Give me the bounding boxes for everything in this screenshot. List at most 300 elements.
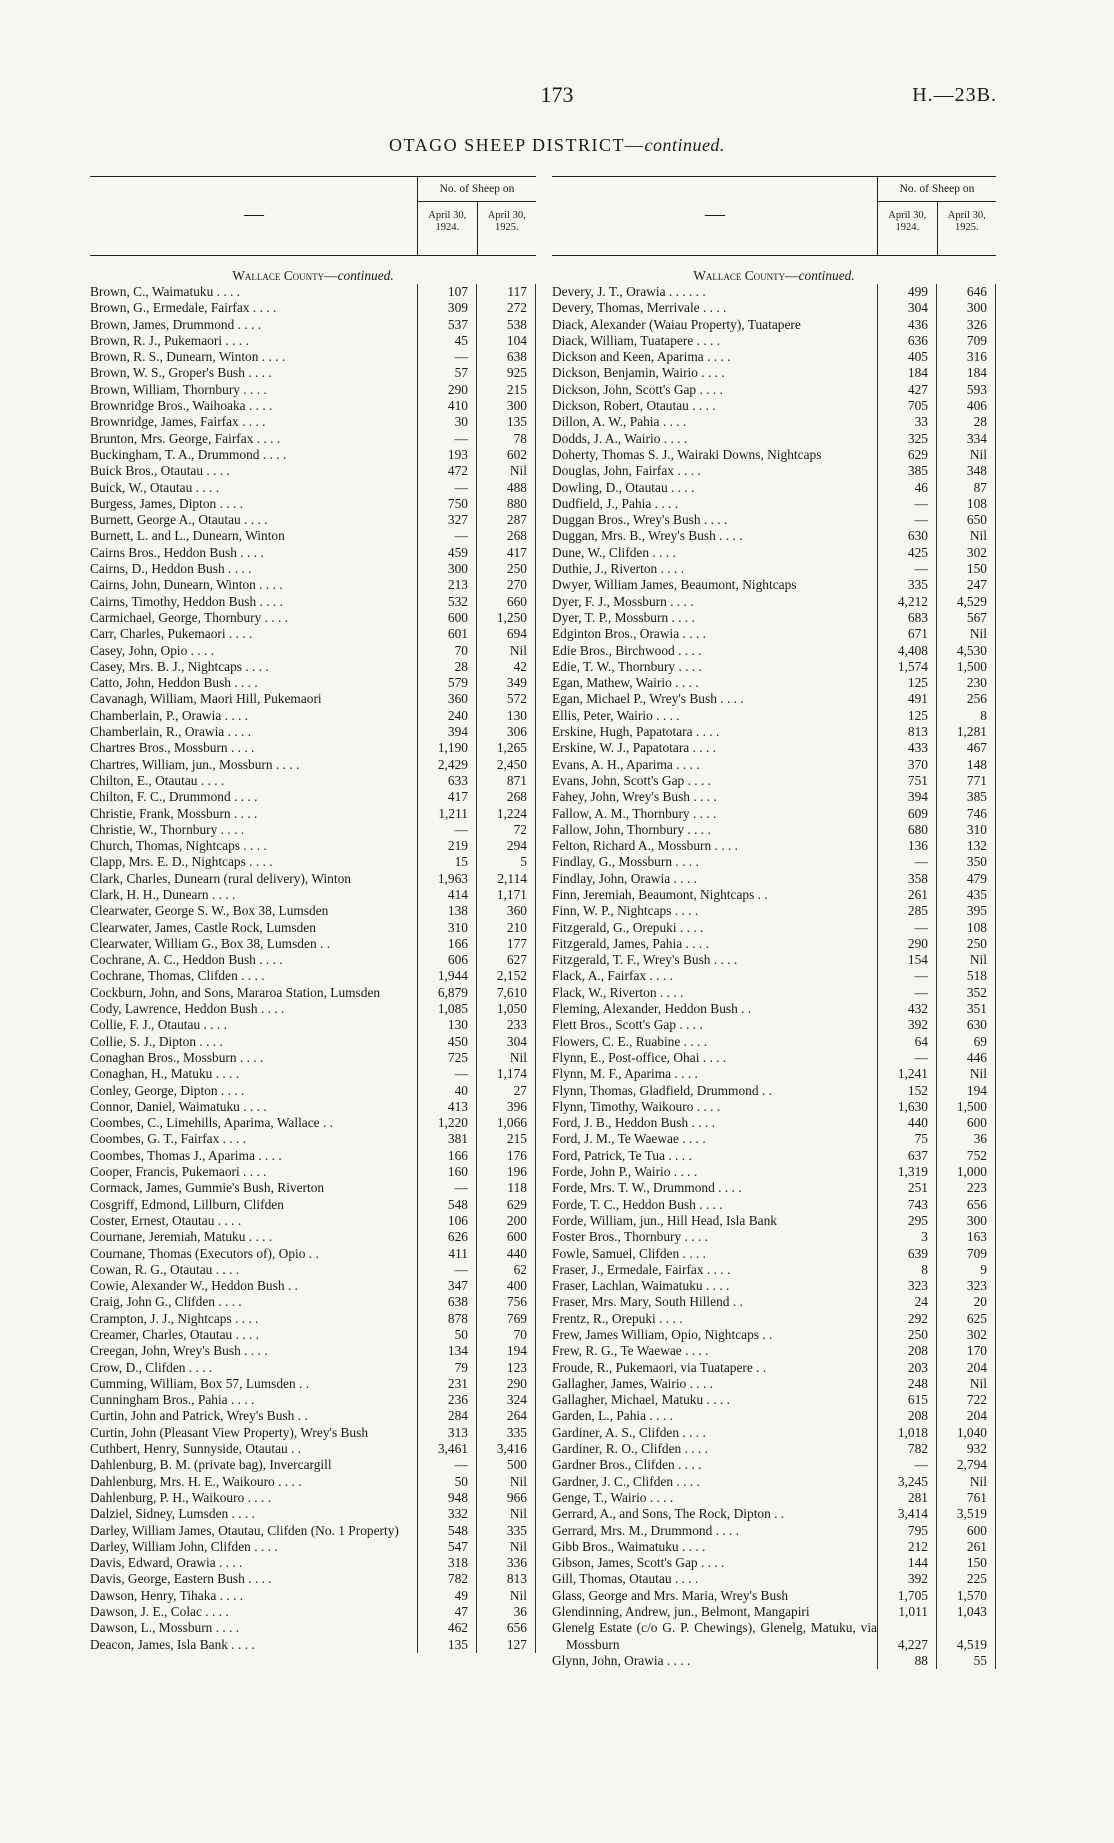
sheep-1925: 694 xyxy=(477,626,536,642)
left-section-continued: continued. xyxy=(337,268,394,283)
owner-name: Findlay, G., Mossburn . . . . xyxy=(552,854,699,870)
sheep-1924: 414 xyxy=(418,887,477,903)
table-row xyxy=(90,1539,536,1555)
owner-name: Dudfield, J., Pahia . . . . xyxy=(552,495,679,511)
table-row xyxy=(90,512,536,528)
owner-name: Burnett, L. and L., Dunearn, Winton xyxy=(90,528,285,544)
sheep-1924: 633 xyxy=(418,773,477,789)
owner-name: Brown, William, Thornbury . . . . xyxy=(90,381,267,397)
table-row xyxy=(90,1490,536,1506)
owner-name: Edginton Bros., Orawia . . . . xyxy=(552,626,706,642)
table-row xyxy=(552,1262,996,1278)
sheep-1924: 1,011 xyxy=(878,1604,937,1620)
sheep-1925: 335 xyxy=(477,1425,536,1441)
sheep-1924: 601 xyxy=(418,626,477,642)
sheep-1924: 4,212 xyxy=(878,594,937,610)
table-row xyxy=(552,1457,996,1473)
sheep-1925: 349 xyxy=(477,675,536,691)
sheep-1925: 4,530 xyxy=(937,643,996,659)
sheep-1925: 871 xyxy=(477,773,536,789)
owner-name: Cumming, William, Box 57, Lumsden . . xyxy=(90,1375,310,1391)
sheep-1924: 579 xyxy=(418,675,477,691)
sheep-1924: — xyxy=(878,920,937,936)
sheep-1924: 433 xyxy=(878,740,937,756)
table-row xyxy=(90,626,536,642)
owner-name: Foster Bros., Thornbury . . . . xyxy=(552,1229,708,1245)
table-row xyxy=(90,1278,536,1294)
sheep-1925: 440 xyxy=(477,1246,536,1262)
owner-name: Dalziel, Sidney, Lumsden . . . . xyxy=(90,1506,255,1522)
sheep-1924: 410 xyxy=(418,398,477,414)
owner-name: Davis, George, Eastern Bush . . . . xyxy=(90,1571,272,1587)
owner-name: Genge, T., Wairio . . . . xyxy=(552,1489,674,1505)
table-row xyxy=(552,512,996,528)
owner-name: Buick, W., Otautau . . . . xyxy=(90,479,220,495)
sheep-1924: 411 xyxy=(418,1246,477,1262)
table-row xyxy=(90,643,536,659)
table-row xyxy=(552,1425,996,1441)
sheep-1925: 3,416 xyxy=(477,1441,536,1457)
owner-name: Flynn, Thomas, Gladfield, Drummond . . xyxy=(552,1082,772,1098)
owner-name: Egan, Michael P., Wrey's Bush . . . . xyxy=(552,691,744,707)
owner-name: Dowling, D., Otautau . . . . xyxy=(552,479,695,495)
sheep-1925: 880 xyxy=(477,496,536,512)
sheep-1924: 630 xyxy=(878,528,937,544)
sheep-1925: 417 xyxy=(477,545,536,561)
sheep-1924: 213 xyxy=(418,577,477,593)
sheep-1925: 163 xyxy=(937,1229,996,1245)
sheep-1925: 8 xyxy=(937,708,996,724)
owner-name: Diack, Alexander (Waiau Property), Tuatapere xyxy=(552,316,801,332)
sheep-1925: 150 xyxy=(937,561,996,577)
sheep-1924: 130 xyxy=(418,1017,477,1033)
sheep-1925: 348 xyxy=(937,463,996,479)
owner-name: Dickson, Benjamin, Wairio . . . . xyxy=(552,365,725,381)
table-row xyxy=(552,1229,996,1245)
owner-name: Doherty, Thomas S. J., Wairaki Downs, Nightcaps xyxy=(552,446,822,462)
left-col-1925: April 30, 1925. xyxy=(477,202,537,255)
owner-name: Church, Thomas, Nightcaps . . . . xyxy=(90,838,267,854)
owner-name: Fitzgerald, G., Orepuki . . . . xyxy=(552,919,704,935)
table-row xyxy=(552,561,996,577)
sheep-1925: 446 xyxy=(937,1050,996,1066)
table-row xyxy=(552,822,996,838)
owner-name: Clearwater, James, Castle Rock, Lumsden xyxy=(90,919,316,935)
sheep-1925: 396 xyxy=(477,1099,536,1115)
sheep-1925: 69 xyxy=(937,1034,996,1050)
sheep-1924: 638 xyxy=(418,1294,477,1310)
owner-name: Deacon, James, Isla Bank . . . . xyxy=(90,1636,255,1652)
sheep-1925: 176 xyxy=(477,1148,536,1164)
sheep-1925: 629 xyxy=(477,1197,536,1213)
owner-name: Gardiner, A. S., Clifden . . . . xyxy=(552,1424,706,1440)
sheep-1924: 248 xyxy=(878,1376,937,1392)
owner-name: Curtin, John (Pleasant View Property), Wrey's Bush xyxy=(90,1424,369,1440)
table-row xyxy=(552,1327,996,1343)
owner-name: Flack, A., Fairfax . . . . xyxy=(552,968,673,984)
sheep-1925: 104 xyxy=(477,333,536,349)
table-row xyxy=(90,1034,536,1050)
sheep-1925: 304 xyxy=(477,1034,536,1050)
table-row xyxy=(552,333,996,349)
sheep-1925: 2,450 xyxy=(477,757,536,773)
owner-name: Clark, Charles, Dunearn (rural delivery), Winton xyxy=(90,870,351,886)
sheep-1925: 170 xyxy=(937,1343,996,1359)
table-row xyxy=(90,1001,536,1017)
table-row xyxy=(552,528,996,544)
owner-name: Egan, Mathew, Wairio . . . . xyxy=(552,675,699,691)
sheep-1925: 324 xyxy=(477,1392,536,1408)
sheep-1925: 709 xyxy=(937,333,996,349)
sheep-1925: 1,500 xyxy=(937,1099,996,1115)
table-row xyxy=(552,1376,996,1392)
sheep-1924: 304 xyxy=(878,300,937,316)
owner-name: Brown, James, Drummond . . . . xyxy=(90,316,262,332)
sheep-1924: 683 xyxy=(878,610,937,626)
sheep-1924: 6,879 xyxy=(418,985,477,1001)
sheep-1924: 392 xyxy=(878,1571,937,1587)
sheep-1925: Nil xyxy=(477,1474,536,1490)
owner-name: Findlay, John, Orawia . . . . xyxy=(552,870,697,886)
sheep-1925: 334 xyxy=(937,431,996,447)
sheep-1925: 1,570 xyxy=(937,1588,996,1604)
sheep-1924: 499 xyxy=(878,284,937,300)
sheep-1924: 292 xyxy=(878,1311,937,1327)
owner-name: Christie, W., Thornbury . . . . xyxy=(90,821,245,837)
table-row xyxy=(552,594,996,610)
owner-name: Buick Bros., Otautau . . . . xyxy=(90,463,230,479)
owner-name: Dyer, F. J., Mossburn . . . . xyxy=(552,593,694,609)
table-row xyxy=(90,1164,536,1180)
sheep-1925: 78 xyxy=(477,431,536,447)
sheep-1924: — xyxy=(878,1457,937,1473)
sheep-1924: 106 xyxy=(418,1213,477,1229)
sheep-1925: 1,050 xyxy=(477,1001,536,1017)
sheep-1924: 472 xyxy=(418,463,477,479)
table-row xyxy=(552,871,996,887)
sheep-1924: 795 xyxy=(878,1523,937,1539)
owner-name: Edie, T. W., Thornbury . . . . xyxy=(552,658,702,674)
right-table-header xyxy=(552,176,996,256)
owner-name: Fitzgerald, James, Pahia . . . . xyxy=(552,935,709,951)
owner-name: Collie, F. J., Otautau . . . . xyxy=(90,1017,227,1033)
sheep-1924: 606 xyxy=(418,952,477,968)
owner-name: Chamberlain, P., Orawia . . . . xyxy=(90,707,249,723)
sheep-1924: 295 xyxy=(878,1213,937,1229)
owner-name: Ellis, Peter, Wairio . . . . xyxy=(552,707,680,723)
sheep-1925: 7,610 xyxy=(477,985,536,1001)
title-main: OTAGO SHEEP DISTRICT— xyxy=(389,135,645,155)
sheep-1925: Nil xyxy=(477,1506,536,1522)
table-row xyxy=(90,1262,536,1278)
table-row xyxy=(552,1115,996,1131)
sheep-1924: 107 xyxy=(418,284,477,300)
table-row xyxy=(90,561,536,577)
sheep-1924: 532 xyxy=(418,594,477,610)
owner-name: Forde, Mrs. T. W., Drummond . . . . xyxy=(552,1180,742,1196)
sheep-1925: 302 xyxy=(937,545,996,561)
table-row xyxy=(90,382,536,398)
right-section-continued: continued. xyxy=(798,268,855,283)
sheep-1924: 394 xyxy=(418,724,477,740)
sheep-1924: 138 xyxy=(418,903,477,919)
sheep-1924: 281 xyxy=(878,1490,937,1506)
table-row xyxy=(552,724,996,740)
sheep-1925: 20 xyxy=(937,1294,996,1310)
table-row xyxy=(552,1539,996,1555)
sheep-1924: 125 xyxy=(878,675,937,691)
table-row xyxy=(552,447,996,463)
table-row xyxy=(90,1571,536,1587)
sheep-1924: 231 xyxy=(418,1376,477,1392)
sheep-1925: 302 xyxy=(937,1327,996,1343)
sheep-1924: 1,944 xyxy=(418,968,477,984)
table-row xyxy=(552,1050,996,1066)
table-row xyxy=(552,1213,996,1229)
owner-name: Dahlenburg, B. M. (private bag), Invercargill xyxy=(90,1457,332,1473)
right-col-1924: April 30, 1924. xyxy=(888,210,927,233)
owner-name: Conaghan, H., Matuku . . . . xyxy=(90,1066,240,1082)
right-table xyxy=(552,284,996,1669)
sheep-1925: 123 xyxy=(477,1360,536,1376)
sheep-1924: — xyxy=(418,480,477,496)
table-row xyxy=(90,838,536,854)
owner-name: Chartres Bros., Mossburn . . . . xyxy=(90,740,255,756)
table-row xyxy=(552,398,996,414)
table-row xyxy=(90,936,536,952)
table-row xyxy=(552,1360,996,1376)
sheep-1924: 385 xyxy=(878,463,937,479)
owner-name: Evans, John, Scott's Gap . . . . xyxy=(552,772,712,788)
owner-name: Creamer, Charles, Otautau . . . . xyxy=(90,1327,260,1342)
table-row xyxy=(90,1229,536,1245)
owner-name: Ford, Patrick, Te Tua . . . . xyxy=(552,1147,692,1163)
left-table-header xyxy=(90,176,536,256)
sheep-1925: 150 xyxy=(937,1555,996,1571)
left-table-body xyxy=(90,284,536,1653)
table-row xyxy=(90,1294,536,1310)
sheep-1924: 548 xyxy=(418,1197,477,1213)
sheep-1924: 261 xyxy=(878,887,937,903)
owner-name: Cooper, Francis, Pukemaori . . . . xyxy=(90,1164,267,1180)
table-row xyxy=(90,1017,536,1033)
owner-name: Carmichael, George, Thornbury . . . . xyxy=(90,609,289,625)
owner-name: Curtin, John and Patrick, Wrey's Bush . . xyxy=(90,1408,308,1424)
sheep-1925: 256 xyxy=(937,691,996,707)
table-row xyxy=(90,414,536,430)
owner-name: Casey, Mrs. B. J., Nightcaps . . . . xyxy=(90,658,269,674)
sheep-1925: 932 xyxy=(937,1441,996,1457)
sheep-1925: 294 xyxy=(477,838,536,854)
owner-name: Flack, W., Riverton . . . . xyxy=(552,984,684,1000)
table-row xyxy=(90,1311,536,1327)
owner-name: Dwyer, William James, Beaumont, Nightcaps xyxy=(552,577,797,593)
table-row xyxy=(552,675,996,691)
owner-name: Glenelg Estate (c/o G. P. Chewings), Glenelg, Matuku, via Mossburn xyxy=(552,1620,877,1652)
sheep-1925: 335 xyxy=(477,1523,536,1539)
sheep-1925: 268 xyxy=(477,789,536,805)
sheep-1925: 215 xyxy=(477,1131,536,1147)
table-row xyxy=(552,1441,996,1457)
sheep-1925: 225 xyxy=(937,1571,996,1587)
sheep-1924: 394 xyxy=(878,789,937,805)
owner-name: Gardner, J. C., Clifden . . . . xyxy=(552,1473,700,1489)
table-row xyxy=(552,1066,996,1082)
sheep-1925: 300 xyxy=(937,1213,996,1229)
sheep-1925: 1,265 xyxy=(477,740,536,756)
sheep-1925: 1,250 xyxy=(477,610,536,626)
sheep-1924: 743 xyxy=(878,1197,937,1213)
owner-name: Dawson, J. E., Colac . . . . xyxy=(90,1604,229,1620)
table-row xyxy=(552,317,996,333)
table-row xyxy=(90,1506,536,1522)
sheep-1925: 479 xyxy=(937,871,996,887)
owner-name: Carr, Charles, Pukemaori . . . . xyxy=(90,626,253,642)
sheep-1924: 290 xyxy=(418,382,477,398)
sheep-1925: Nil xyxy=(477,1050,536,1066)
table-row xyxy=(90,1050,536,1066)
sheep-1924: 1,085 xyxy=(418,1001,477,1017)
sheep-1925: 70 xyxy=(477,1327,536,1343)
owner-name: Collie, S. J., Dipton . . . . xyxy=(90,1033,223,1049)
owner-name: Clearwater, George S. W., Box 38, Lumsden xyxy=(90,903,329,919)
sheep-1925: 4,529 xyxy=(937,594,996,610)
table-row xyxy=(90,952,536,968)
sheep-1925: 630 xyxy=(937,1017,996,1033)
table-row xyxy=(90,1131,536,1147)
sheep-1924: 425 xyxy=(878,545,937,561)
sheep-1925: 300 xyxy=(937,300,996,316)
sheep-1924: 360 xyxy=(418,691,477,707)
owner-name: Burnett, George A., Otautau . . . . xyxy=(90,512,268,528)
owner-name: Fallow, John, Thornbury . . . . xyxy=(552,821,711,837)
table-row xyxy=(90,1392,536,1408)
table-row xyxy=(552,773,996,789)
owner-name: Fitzgerald, T. F., Wrey's Bush . . . . xyxy=(552,952,738,968)
sheep-1925: 87 xyxy=(937,480,996,496)
owner-name: Flowers, C. E., Ruabine . . . . xyxy=(552,1033,708,1049)
owner-name: Forde, William, jun., Hill Head, Isla Bank xyxy=(552,1212,777,1228)
owner-name: Dahlenburg, Mrs. H. E., Waikouro . . . . xyxy=(90,1473,302,1489)
sheep-1925: 62 xyxy=(477,1262,536,1278)
table-row xyxy=(90,1327,536,1343)
sheep-1925: 650 xyxy=(937,512,996,528)
sheep-1925: 4,519 xyxy=(937,1620,996,1653)
sheep-1925: 36 xyxy=(477,1604,536,1620)
table-row xyxy=(90,300,536,316)
sheep-1924: 750 xyxy=(418,496,477,512)
right-table-body xyxy=(552,284,996,1669)
table-row xyxy=(552,1571,996,1587)
sheep-1925: 118 xyxy=(477,1180,536,1196)
table-row xyxy=(90,1604,536,1620)
left-group-label: No. of Sheep on xyxy=(418,177,536,202)
left-header-blank: — xyxy=(244,203,264,225)
sheep-1924: 8 xyxy=(878,1262,937,1278)
page-title xyxy=(0,135,1114,156)
sheep-1924: 1,705 xyxy=(878,1588,937,1604)
owner-name: Crow, D., Clifden . . . . xyxy=(90,1359,213,1375)
left-col-1924: April 30, 1924. xyxy=(428,210,467,233)
sheep-1924: 3 xyxy=(878,1229,937,1245)
sheep-1924: 615 xyxy=(878,1392,937,1408)
owner-name: Davis, Edward, Orawia . . . . xyxy=(90,1555,243,1571)
table-row xyxy=(552,545,996,561)
owner-name: Dahlenburg, P. H., Waikouro . . . . xyxy=(90,1489,272,1505)
sheep-1924: — xyxy=(878,561,937,577)
table-row xyxy=(90,887,536,903)
owner-name: Dickson, Robert, Otautau . . . . xyxy=(552,398,716,414)
sheep-1925: 567 xyxy=(937,610,996,626)
owner-name: Gardiner, R. O., Clifden . . . . xyxy=(552,1441,709,1457)
table-row xyxy=(552,1408,996,1424)
sheep-1924: 1,220 xyxy=(418,1115,477,1131)
sheep-1924: — xyxy=(418,1457,477,1473)
table-row xyxy=(90,1197,536,1213)
sheep-1925: 769 xyxy=(477,1311,536,1327)
sheep-1924: 75 xyxy=(878,1131,937,1147)
table-row xyxy=(90,1474,536,1490)
sheep-1925: 264 xyxy=(477,1408,536,1424)
owner-name: Brown, W. S., Groper's Bush . . . . xyxy=(90,365,272,381)
table-row xyxy=(90,903,536,919)
table-row xyxy=(552,806,996,822)
sheep-1925: 656 xyxy=(477,1620,536,1636)
sheep-1924: 219 xyxy=(418,838,477,854)
sheep-1925: 177 xyxy=(477,936,536,952)
owner-name: Glass, George and Mrs. Maria, Wrey's Bush xyxy=(552,1587,789,1603)
sheep-1924: 609 xyxy=(878,806,937,822)
sheep-1925: 117 xyxy=(477,284,536,300)
sheep-1925: 1,043 xyxy=(937,1604,996,1620)
sheep-1925: 27 xyxy=(477,1083,536,1099)
table-row xyxy=(90,1099,536,1115)
sheep-1924: 335 xyxy=(878,577,937,593)
sheep-1924: 680 xyxy=(878,822,937,838)
sheep-1925: Nil xyxy=(477,643,536,659)
sheep-1924: 751 xyxy=(878,773,937,789)
owner-name: Clark, H. H., Dunearn . . . . xyxy=(90,886,236,902)
sheep-1925: 500 xyxy=(477,1457,536,1473)
table-row xyxy=(552,903,996,919)
sheep-1925: 108 xyxy=(937,920,996,936)
owner-name: Fallow, A. M., Thornbury . . . . xyxy=(552,805,717,821)
owner-name: Evans, A. H., Aparima . . . . xyxy=(552,756,700,772)
sheep-1924: 28 xyxy=(418,659,477,675)
sheep-1925: 204 xyxy=(937,1408,996,1424)
table-row xyxy=(552,854,996,870)
sheep-1924: 50 xyxy=(418,1327,477,1343)
owner-name: Chilton, E., Otautau . . . . xyxy=(90,772,225,788)
table-row xyxy=(90,871,536,887)
table-row xyxy=(552,659,996,675)
table-row xyxy=(552,1490,996,1506)
table-row xyxy=(90,1523,536,1539)
sheep-1925: 196 xyxy=(477,1164,536,1180)
table-row xyxy=(552,382,996,398)
sheep-1924: 3,461 xyxy=(418,1441,477,1457)
owner-name: Finn, W. P., Nightcaps . . . . xyxy=(552,903,699,919)
sheep-1924: 459 xyxy=(418,545,477,561)
owner-name: Cournane, Jeremiah, Matuku . . . . xyxy=(90,1229,273,1245)
sheep-1925: 326 xyxy=(937,317,996,333)
sheep-1924: 47 xyxy=(418,1604,477,1620)
owner-name: Cournane, Thomas (Executors of), Opio . . xyxy=(90,1245,319,1261)
owner-name: Flynn, Timothy, Waikouro . . . . xyxy=(552,1098,721,1114)
owner-name: Christie, Frank, Mossburn . . . . xyxy=(90,805,258,821)
owner-name: Buckingham, T. A., Drummond . . . . xyxy=(90,446,287,462)
sheep-1925: 966 xyxy=(477,1490,536,1506)
